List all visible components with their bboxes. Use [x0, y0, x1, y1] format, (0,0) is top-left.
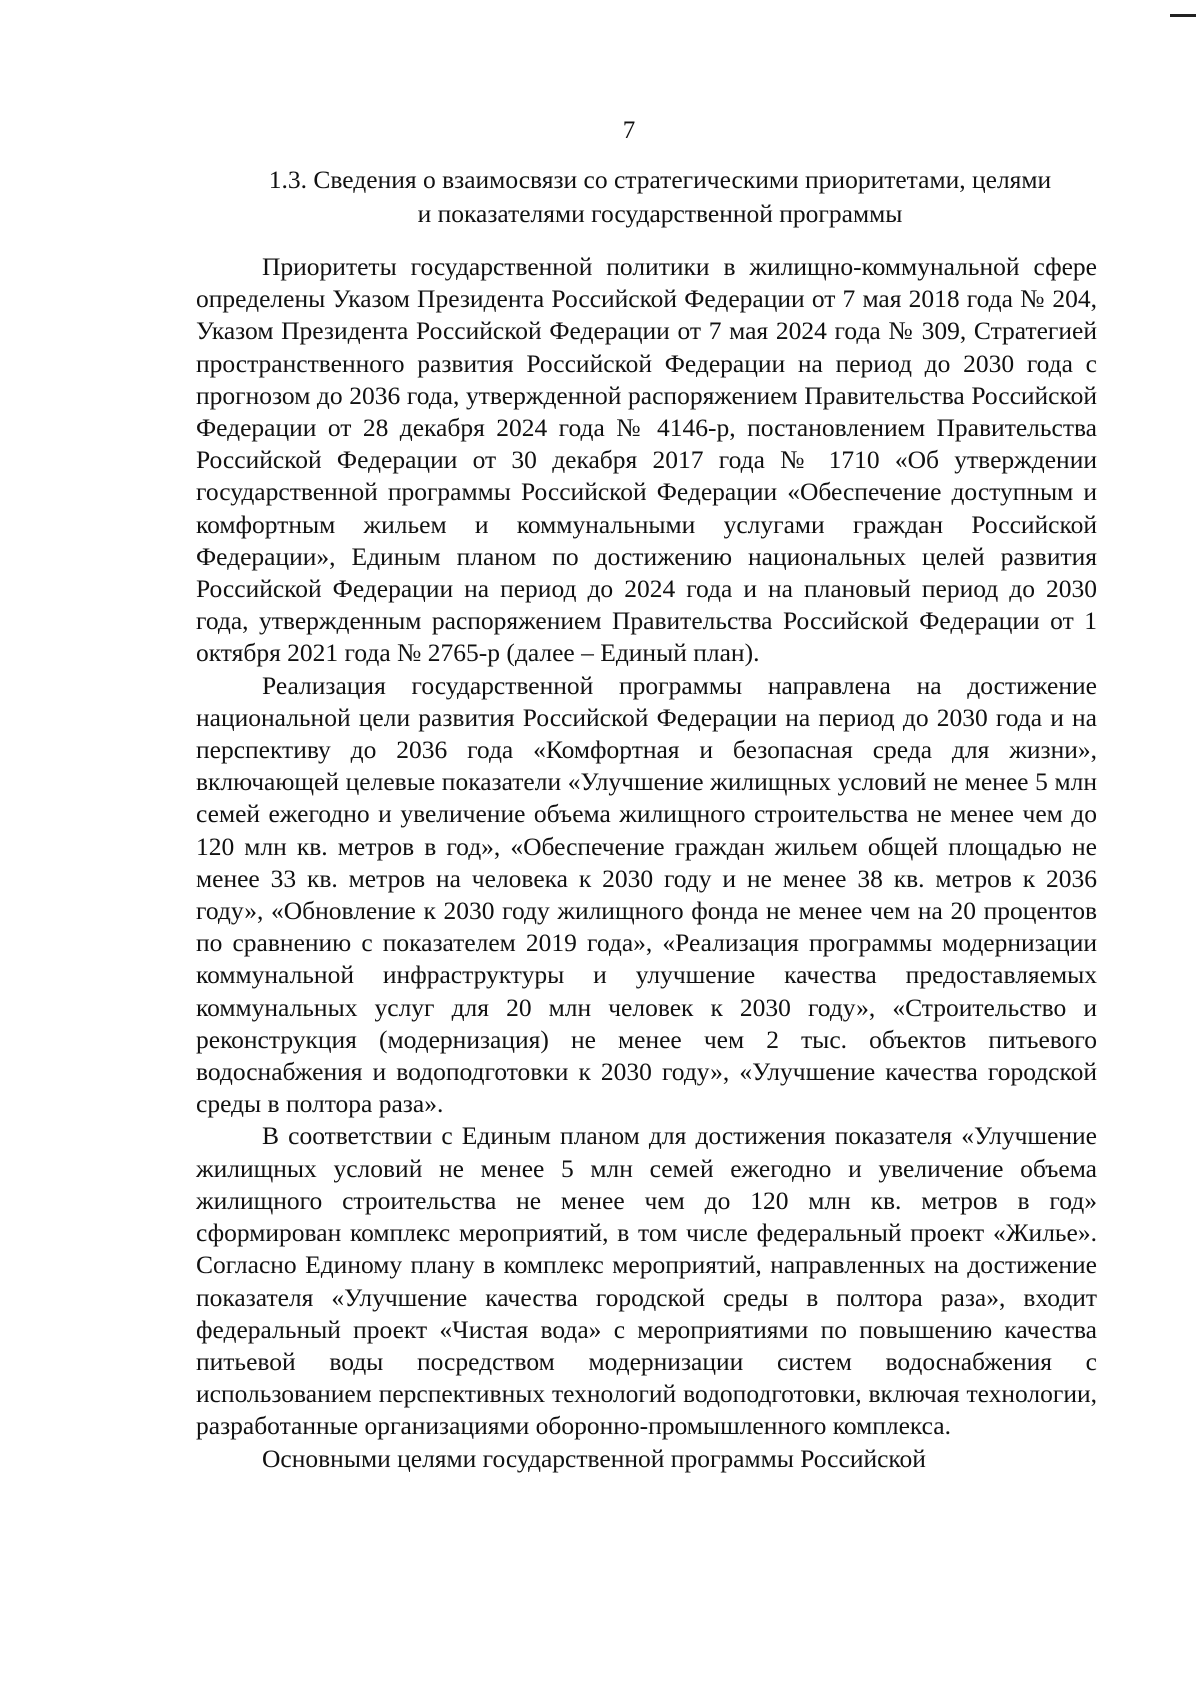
paragraph: В соответствии с Единым планом для достижения показателя «Улучшение жилищных условий не менее 5 млн семей ежегодно и увеличение объема жилищного строительства не менее чем до 120 млн кв. метров в год» сформирован комплекс мероприятий, в том числе федеральный проект «Жилье». Согласно Единому плану в комплекс мероприятий, направленных на достижение показателя «Улучшение качества городской среды в полтора раза», входит федеральный проект «Чистая вода» с мероприятиями по повышению качества питьевой воды посредством модернизации систем водоснабжения с использованием перспективных технологий водоподготовки, включая технологии, разработанные организациями оборонно-промышленного комплекса.: [196, 1121, 1097, 1441]
section-title-line: и показателями государственной программы: [417, 199, 903, 228]
section-title-line: 1.3. Сведения о взаимосвязи со стратегическими приоритетами, целями: [268, 165, 1052, 194]
section-title: [200, 163, 1120, 231]
scan-mark: [1170, 14, 1196, 17]
paragraph: Реализация государственной программы направлена на достижение национальной цели развития Российской Федерации на период до 2030 года и на перспективу до 2036 года «Комфортная и безопасная среда для жизни», включающей целевые показатели «Улучшение жилищных условий не менее 5 млн семей ежегодно и увеличение объема жилищного строительства не менее чем до 120 млн кв. метров в год», «Обеспечение граждан жильем общей площадью не менее 33 кв. метров на человека к 2030 году и не менее 38 кв. метров к 2036 году», «Обновление к 2030 году жилищного фонда не менее чем на 20 процентов по сравнению с показателем 2019 года», «Реализация программы модернизации коммунальной инфраструктуры и улучшение качества предоставляемых коммунальных услуг для 20 млн человек к 2030 году», «Строительство и реконструкция (модернизация) не менее чем 2 тыс. объектов питьевого водоснабжения и водоподготовки к 2030 году», «Улучшение качества городской среды в полтора раза».: [196, 670, 1097, 1119]
paragraph: Приоритеты государственной политики в жилищно-коммунальной сфере определены Указом Президента Российской Федерации от 7 мая 2018 года № 204, Указом Президента Российской Федерации от 7 мая 2024 года № 309, Стратегией пространственного развития Российской Федерации на период до 2030 года с прогнозом до 2036 года, утвержденной распоряжением Правительства Российской Федерации от 28 декабря 2024 года № 4146-р, постановлением Правительства Российской Федерации от 30 декабря 2017 года № 1710 «Об утверждении государственной программы Российской Федерации «Обеспечение доступным и комфортным жильем и коммунальными услугами граждан Российской Федерации», Единым планом по достижению национальных целей развития Российской Федерации на период до 2024 года и на плановый период до 2030 года, утвержденным распоряжением Правительства Российской Федерации от 1 октября 2021 года № 2765-р (далее – Единый план).: [196, 252, 1097, 668]
paragraph: Основными целями государственной программы Российской: [262, 1443, 926, 1473]
body-text: [196, 251, 1097, 1475]
page-number: 7: [622, 117, 636, 144]
